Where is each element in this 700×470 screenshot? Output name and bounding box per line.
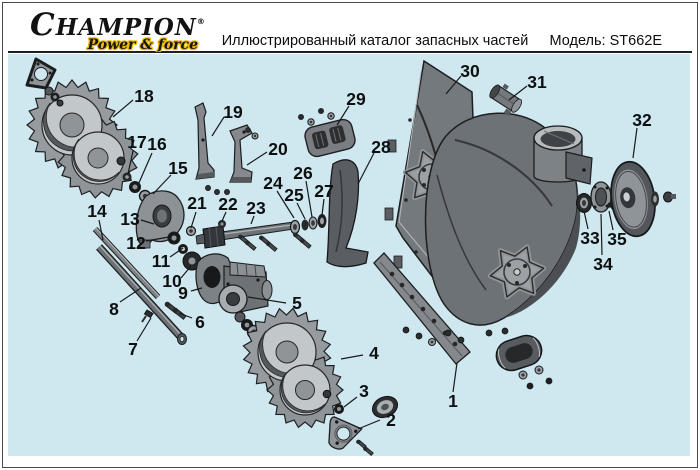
svg-text:23: 23 bbox=[246, 198, 266, 218]
svg-text:3: 3 bbox=[359, 381, 369, 401]
svg-text:33: 33 bbox=[580, 228, 600, 248]
svg-text:6: 6 bbox=[195, 312, 205, 332]
svg-text:17: 17 bbox=[127, 132, 147, 152]
logo-text: CHAMPION® bbox=[30, 7, 206, 43]
svg-text:27: 27 bbox=[314, 181, 334, 201]
svg-text:1: 1 bbox=[448, 391, 458, 411]
svg-text:12: 12 bbox=[126, 233, 146, 253]
svg-text:22: 22 bbox=[218, 194, 238, 214]
svg-text:28: 28 bbox=[371, 137, 391, 157]
logo-tagline: Power & force bbox=[87, 37, 198, 52]
model-label: Модель: ST662E bbox=[549, 33, 662, 49]
svg-text:26: 26 bbox=[293, 163, 313, 183]
svg-text:31: 31 bbox=[527, 72, 547, 92]
bearing-33 bbox=[577, 194, 592, 213]
svg-text:29: 29 bbox=[346, 89, 366, 109]
svg-text:35: 35 bbox=[607, 229, 627, 249]
svg-text:10: 10 bbox=[162, 271, 182, 291]
svg-text:15: 15 bbox=[168, 158, 188, 178]
svg-text:2: 2 bbox=[386, 410, 396, 430]
svg-text:16: 16 bbox=[147, 134, 167, 154]
washer-3 bbox=[334, 404, 344, 414]
champion-logo bbox=[26, 4, 206, 52]
svg-text:20: 20 bbox=[268, 139, 288, 159]
svg-text:14: 14 bbox=[87, 201, 107, 221]
svg-text:8: 8 bbox=[109, 299, 119, 319]
header bbox=[0, 0, 700, 54]
svg-text:11: 11 bbox=[151, 251, 171, 271]
svg-text:19: 19 bbox=[223, 102, 243, 122]
svg-text:9: 9 bbox=[178, 283, 188, 303]
svg-text:30: 30 bbox=[460, 61, 480, 81]
svg-text:25: 25 bbox=[284, 185, 304, 205]
svg-text:21: 21 bbox=[187, 193, 207, 213]
svg-text:32: 32 bbox=[632, 110, 652, 130]
svg-text:5: 5 bbox=[292, 293, 302, 313]
svg-text:7: 7 bbox=[128, 339, 138, 359]
svg-text:13: 13 bbox=[120, 209, 140, 229]
flange-34 bbox=[591, 182, 611, 212]
page-title: Иллюстрированный каталог запасных частей bbox=[221, 33, 529, 49]
housing-side-block bbox=[566, 152, 592, 184]
svg-text:4: 4 bbox=[369, 343, 379, 363]
svg-text:34: 34 bbox=[593, 254, 613, 274]
svg-text:18: 18 bbox=[134, 86, 154, 106]
svg-text:24: 24 bbox=[263, 173, 283, 193]
